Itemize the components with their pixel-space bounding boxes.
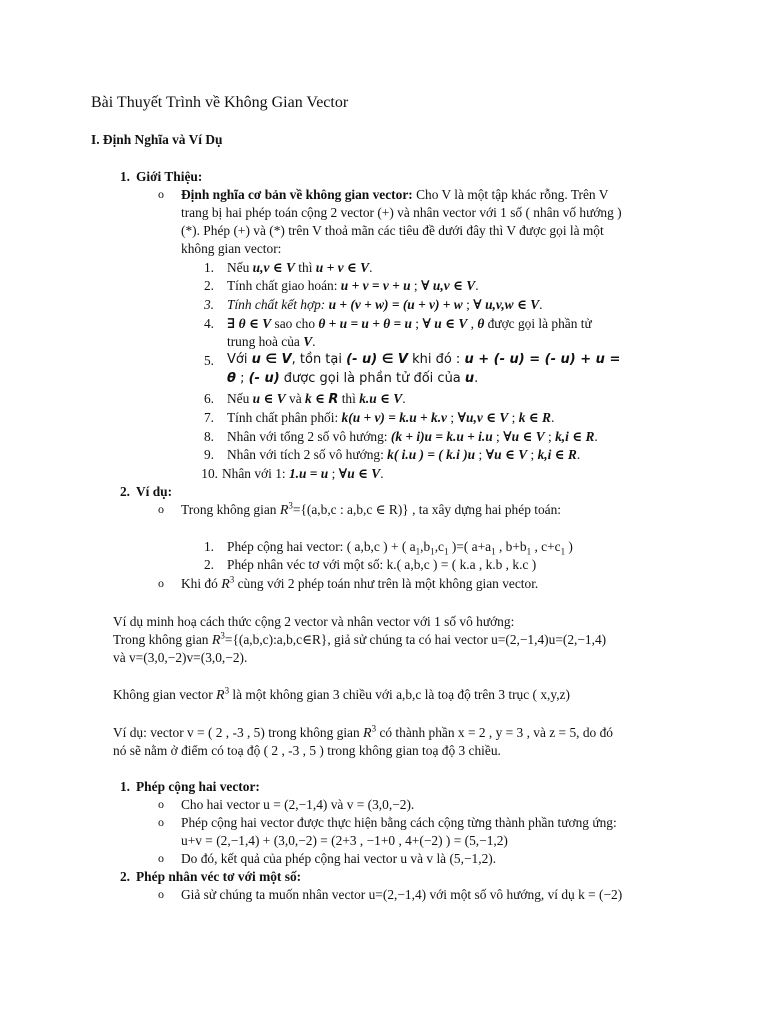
definition-line: (*). Phép (+) và (*) trên V thoả mãn các tiêu đề dưới đây thì V được gọi là một — [181, 223, 604, 238]
subheading-sum: Phép cộng hai vector: — [136, 779, 260, 794]
op-addition: Phép cộng hai vector: ( a,b,c ) + ( $a_1,b_1,c_1$ )=( $a+a_1$ , $b+b_1$ , $c+c_1$ ) — [227, 539, 573, 557]
mul-text: Giả sử chúng ta muốn nhân vector u=(2,−1,4) với một số vô hướng, ví dụ k = (−2) — [181, 887, 623, 902]
axiom-number: 2. — [203, 278, 214, 293]
op-number: 1. — [203, 539, 214, 554]
bullet-icon: o — [158, 576, 164, 590]
axiom-6: Nếu u ∈ V và k ∈ R thì k.u ∈ V. — [227, 391, 406, 407]
op-scalar: Phép nhân véc tơ với một số: k.( a,b,c ) = ( k.a , k.b , k.c ) — [227, 557, 537, 572]
paragraph: Không gian vector $R^3$ là một không gian 3 chiều với a,b,c là toạ độ trên 3 trục ( x,y,z) — [113, 685, 570, 703]
axiom-number: 9. — [203, 447, 214, 462]
document-title: Bài Thuyết Trình về Không Gian Vector — [91, 94, 349, 111]
paragraph: Ví dụ minh hoạ cách thức cộng 2 vector và nhân vector với 1 số vô hướng: — [113, 614, 515, 629]
sum-text: Phép cộng hai vector được thực hiện bằng cách cộng từng thành phần tương ứng: — [181, 815, 617, 830]
bullet-icon: o — [158, 187, 164, 201]
axiom-5: Với u ∈ V, tồn tại (- u) ∈ V khi đó : u + (- u) = (- u) + u = — [227, 352, 621, 367]
axiom-4-cont: trung hoà của V. — [227, 334, 316, 349]
axiom-number: 8. — [203, 429, 214, 444]
axiom-7: Tính chất phân phối: k(u + v) = k.u + k.v ; ∀u,v ∈ V ; k ∈ R. — [227, 410, 555, 425]
subheading-mul: Phép nhân véc tơ với một số: — [136, 869, 302, 884]
list-number: 1. — [119, 169, 130, 184]
example-text: Trong không gian $R^3=\{(a,b,c$ : a,b,c ∈ R)} , ta xây dựng hai phép toán: — [181, 500, 562, 518]
bullet-icon: o — [158, 502, 164, 516]
axiom-8: Nhân với tổng 2 số vô hướng: (k + i)u = k.u + i.u ; ∀u ∈ V ; k,i ∈ R. — [227, 429, 598, 444]
axiom-number: 5. — [203, 353, 214, 368]
bullet-icon: o — [158, 851, 164, 865]
sum-text: u+v = (2,−1,4) + (3,0,−2) = (2+3 , −1+0 , 4+(−2) ) = (5,−1,2) — [181, 833, 508, 848]
list-number: 2. — [119, 484, 130, 499]
axiom-number: 7. — [203, 410, 214, 425]
bullet-icon: o — [158, 797, 164, 811]
axiom-1: Nếu u,v ∈ V thì u + v ∈ V. — [227, 260, 373, 275]
axiom-number: 1. — [203, 260, 214, 275]
definition-line: trang bị hai phép toán cộng 2 vector (+) và nhân vector với 1 số ( nhân vố hướng ) — [181, 205, 622, 220]
axiom-9: Nhân với tích 2 số vô hướng: k( i.u ) = ( k.i )u ; ∀u ∈ V ; k,i ∈ R. — [227, 447, 581, 462]
paragraph: Ví dụ: vector v = ( 2 , -3 , 5) trong không gian $R^3$ có thành phần x = 2 , y = 3 , và z = 5, do đó — [113, 723, 613, 741]
bullet-icon: o — [158, 815, 164, 829]
axiom-number: 3. — [203, 297, 214, 312]
axiom-number: 6. — [203, 391, 214, 406]
sum-text: Cho hai vector u = (2,−1,4) và v = (3,0,−2). — [181, 797, 415, 812]
axiom-number: 10. — [201, 466, 218, 481]
definition-line: không gian vector: — [181, 241, 282, 256]
sum-text: Do đó, kết quả của phép cộng hai vector u và v là (5,−1,2). — [181, 851, 497, 866]
subheading-example: Ví dụ: — [136, 484, 173, 499]
axiom-10: Nhân với 1: 1.u = u ; ∀u ∈ V. — [222, 466, 384, 481]
axiom-4: ∃ θ ∈ V sao cho θ + u = u + θ = u ; ∀ u ∈ V , θ được gọi là phần tử — [227, 316, 592, 331]
list-number: 1. — [119, 779, 130, 794]
subheading-intro: Giới Thiệu: — [136, 169, 203, 184]
list-number: 2. — [119, 869, 130, 884]
section-heading: I. Định Nghĩa và Ví Dụ — [91, 132, 223, 147]
axiom-2: Tính chất giao hoán: u + v = v + u ; ∀ u,v ∈ V. — [227, 278, 479, 293]
definition-line: Định nghĩa cơ bản về không gian vector: Cho V là một tập khác rỗng. Trên V — [181, 187, 609, 202]
op-number: 2. — [203, 557, 214, 572]
axiom-3: Tính chất kết hợp: u + (v + w) = (u + v) + w ; ∀ u,v,w ∈ V. — [227, 297, 543, 312]
bullet-icon: o — [158, 887, 164, 901]
paragraph: và v=(3,0,−2)v=(3,0,−2). — [113, 650, 248, 665]
axiom-number: 4. — [203, 316, 214, 331]
paragraph: Trong không gian $R^3=\{(a,b,c):a,b,c\in R\}$, giả sử chúng ta có hai vector u=(2,−1,4)u=(2,−1,4) — [113, 630, 607, 648]
example-text: Khi đó $R^3$ cùng với 2 phép toán như trên là một không gian vector. — [181, 574, 539, 592]
paragraph: nó sẽ nằm ở điểm có toạ độ ( 2 , -3 , 5 ) trong không gian toạ độ 3 chiều. — [113, 743, 501, 758]
axiom-5-cont: θ ; (- u) được gọi là phần tử đối của u. — [227, 371, 479, 386]
